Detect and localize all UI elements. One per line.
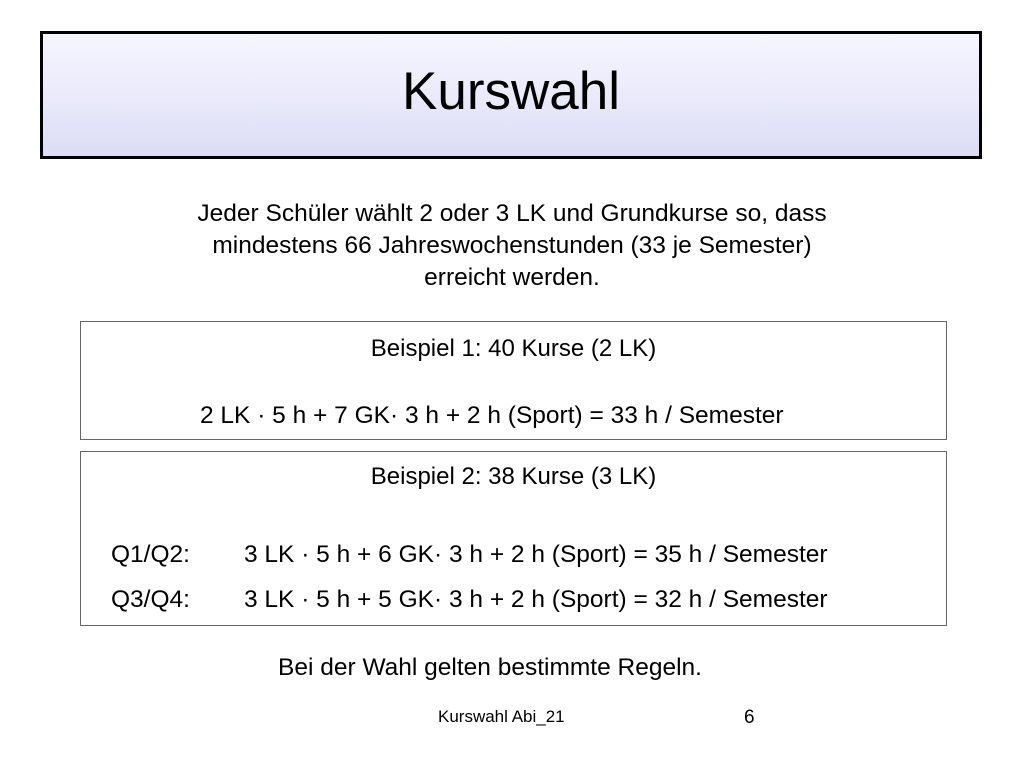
example-2-row-formula-q1q2: 3 LK · 5 h + 6 GK· 3 h + 2 h (Sport) = 35 h / Semester <box>244 541 828 568</box>
example-2-box <box>80 451 947 626</box>
example-2-row-label-q3q4: Q3/Q4: <box>111 586 190 613</box>
intro-line: mindestens 66 Jahreswochenstunden (33 je Semester) <box>212 232 812 259</box>
intro-line: Jeder Schüler wählt 2 oder 3 LK und Grundkurse so, dass <box>197 200 827 227</box>
intro-line: erreicht werden. <box>424 264 600 291</box>
example-1-box <box>80 321 947 440</box>
footer-label: Kurswahl Abi_21 <box>438 707 565 726</box>
slide-title: Kurswahl <box>402 61 620 121</box>
example-2-row-label-q1q2: Q1/Q2: <box>111 541 190 568</box>
closing-note: Bei der Wahl gelten bestimmte Regeln. <box>278 654 702 681</box>
example-2-row-formula-q3q4: 3 LK · 5 h + 5 GK· 3 h + 2 h (Sport) = 32 h / Semester <box>244 586 828 613</box>
intro-paragraph <box>112 198 912 294</box>
example-1-formula: 2 LK · 5 h + 7 GK· 3 h + 2 h (Sport) = 33 h / Semester <box>200 402 784 429</box>
example-2-heading: Beispiel 2: 38 Kurse (3 LK) <box>370 463 657 490</box>
title-banner <box>40 31 982 159</box>
example-1-heading: Beispiel 1: 40 Kurse (2 LK) <box>370 335 657 362</box>
page-number: 6 <box>744 707 755 728</box>
